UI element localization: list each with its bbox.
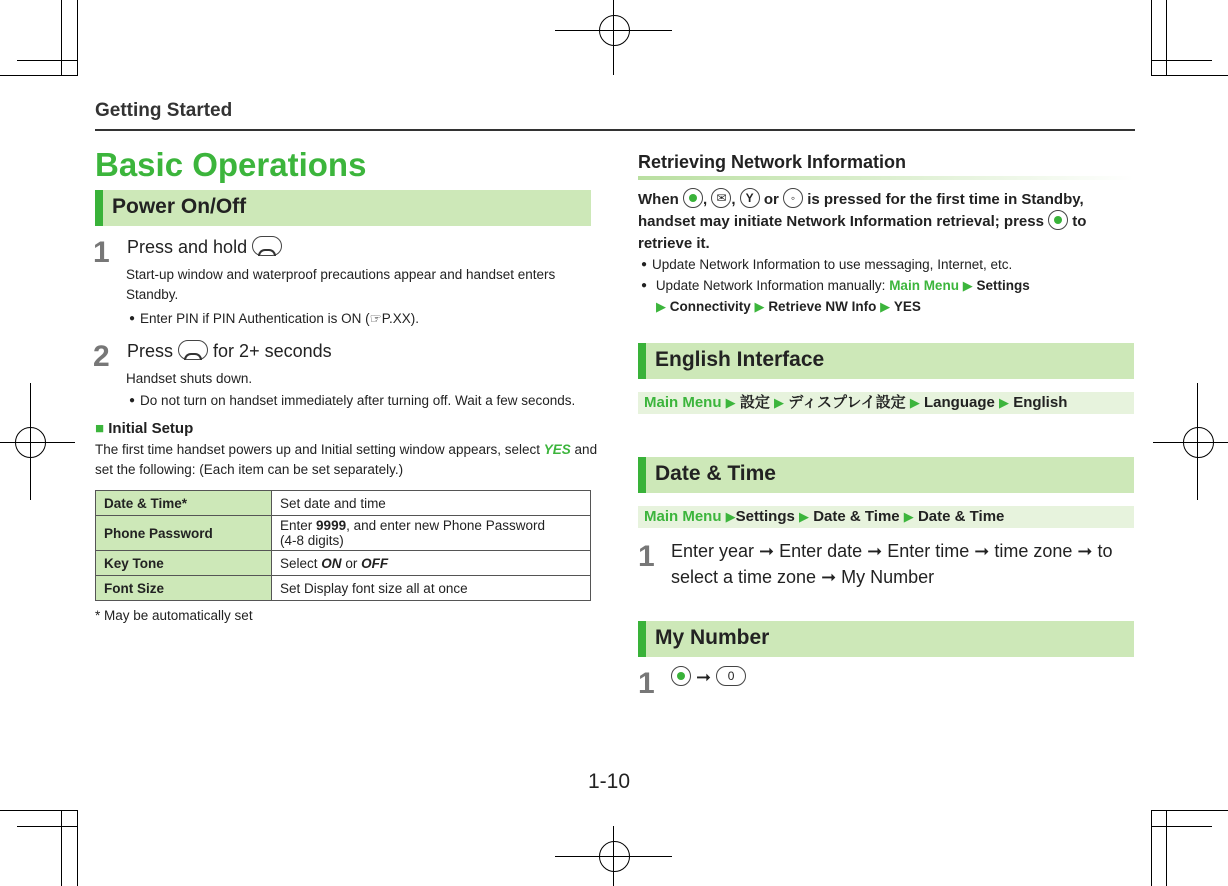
crop-mark (77, 0, 78, 75)
page-title: Basic Operations (95, 146, 367, 183)
step-2-bullet: ● Do not turn on handset immediately after turning off. Wait a few seconds. (129, 391, 575, 413)
table-value: Select ON or OFF (272, 551, 591, 576)
registration-mark (599, 841, 630, 872)
network-paragraph: When , ✉ , Y or ◦ is pressed for the first time in Standby, handset may initiate Network Information retrieval; press to retrieve it. (638, 189, 1138, 255)
step-1-desc: Start-up window and waterproof precautions appear and handset enters (126, 267, 556, 282)
registration-mark (599, 15, 630, 46)
mail-key-icon: ✉ (711, 188, 731, 208)
datetime-step-line-2: select a time zone ➞ My Number (671, 567, 935, 587)
crop-mark (1151, 810, 1152, 886)
registration-mark (1183, 427, 1214, 458)
step-number: 1 (93, 236, 110, 269)
table-value: Enter 9999, and enter new Phone Password (4-8 digits) (272, 516, 591, 551)
chapter-title: Getting Started (95, 100, 233, 121)
english-menu-path: Main Menu ▶ 設定 ▶ ディスプレイ設定 ▶ Language ▶ English (638, 392, 1134, 414)
datetime-menu-path: Main Menu ▶Settings ▶ Date & Time ▶ Date & Time (638, 506, 1134, 528)
page-number: 1-10 (588, 770, 631, 793)
center-key-icon (1048, 210, 1068, 230)
crop-mark (77, 810, 78, 886)
step-number: 1 (638, 667, 655, 700)
initial-setup-table (95, 490, 591, 601)
center-key-icon (671, 666, 691, 686)
registration-mark (15, 427, 46, 458)
section-title: Power On/Off (112, 195, 247, 218)
end-key-icon (252, 236, 282, 256)
crop-mark (1151, 0, 1152, 75)
mynumber-step: ➞ 0 (671, 667, 746, 688)
step-2-desc: Handset shuts down. (126, 371, 253, 386)
zero-key-icon: 0 (716, 666, 746, 686)
table-value: Set Display font size all at once (272, 576, 591, 601)
section-power (95, 190, 591, 226)
crop-mark (61, 0, 62, 75)
header-rule (95, 129, 1135, 131)
table-key: Font Size (96, 576, 272, 601)
network-heading: Retrieving Network Information (638, 152, 907, 172)
table-key: Key Tone (96, 551, 272, 576)
network-bullet-1: ● Update Network Information to use messaging, Internet, etc. (641, 255, 1012, 277)
table-key: Date & Time* (96, 491, 272, 516)
step-number: 1 (638, 540, 655, 573)
table-row (96, 516, 591, 551)
section-english (638, 343, 1134, 379)
crop-mark (17, 60, 78, 61)
crop-mark (1166, 0, 1167, 75)
table-value: Set date and time (272, 491, 591, 516)
crop-mark (61, 810, 62, 886)
crop-mark (1166, 810, 1167, 886)
step-1-bullet: ● Enter PIN if PIN Authentication is ON (☞P.XX). (129, 309, 419, 331)
footnote: * May be automatically set (95, 608, 253, 623)
center-key-icon (683, 188, 703, 208)
table-row (96, 551, 591, 576)
yahoo-key-icon: Y (740, 188, 760, 208)
network-bullet-2: ● Update Network Information manually: Main Menu ▶ Settings (641, 276, 1030, 298)
section-title: My Number (655, 626, 770, 649)
step-1-text: Press and hold (127, 237, 282, 258)
step-1-desc-2: Standby. (126, 287, 179, 302)
section-mynumber (638, 621, 1134, 657)
datetime-step-line-1: Enter year ➞ Enter date ➞ Enter time ➞ time zone ➞ to (671, 541, 1113, 561)
initial-setup-heading: ■ Initial Setup (95, 420, 194, 437)
camera-key-icon: ◦ (783, 188, 803, 208)
step-number: 2 (93, 340, 110, 373)
crop-mark (17, 826, 78, 827)
heading-rule (638, 176, 1134, 180)
table-row (96, 491, 591, 516)
section-title: Date & Time (655, 462, 776, 485)
crop-mark (1151, 826, 1212, 827)
crop-mark (1151, 810, 1228, 811)
network-bullet-2-cont: ▶ Connectivity ▶ Retrieve NW Info ▶ YES (656, 299, 921, 314)
table-row (96, 576, 591, 601)
section-datetime (638, 457, 1134, 493)
table-key: Phone Password (96, 516, 272, 551)
crop-mark (1151, 60, 1212, 61)
step-2-text: Press for 2+ seconds (127, 341, 332, 361)
initial-setup-text: The first time handset powers up and Initial setting window appears, select YES and (95, 442, 598, 457)
end-key-icon (178, 340, 208, 360)
section-title: English Interface (655, 348, 825, 371)
crop-mark (1151, 75, 1228, 76)
crop-mark (0, 810, 78, 811)
crop-mark (0, 75, 78, 76)
initial-setup-text-2: set the following: (Each item can be set separately.) (95, 462, 404, 477)
